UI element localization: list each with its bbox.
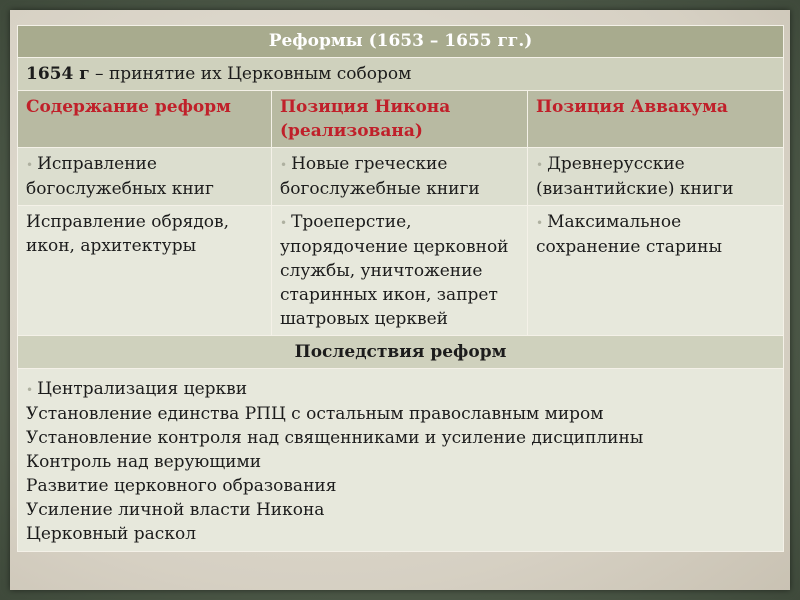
- reforms-table: [17, 25, 784, 552]
- list-item: Церковный раскол: [26, 524, 196, 544]
- cell-text: Новые греческие богослужебные книги: [280, 154, 480, 199]
- table-title: Реформы (1653 – 1655 гг.): [18, 26, 784, 58]
- bullet-icon: •: [280, 158, 288, 172]
- date-row: [18, 58, 784, 91]
- header-nikon: Позиция Никона (реализована): [272, 91, 528, 148]
- consequences-title: Последствия реформ: [18, 336, 784, 369]
- header-content: Содержание реформ: [18, 91, 272, 148]
- date-year: 1654 г: [26, 64, 90, 84]
- list-item: Установление единства РПЦ с остальным православным миром: [26, 404, 604, 424]
- list-item: Развитие церковного образования: [26, 476, 337, 496]
- list-item: Контроль над верующими: [26, 452, 262, 472]
- table-cell: [18, 206, 272, 336]
- date-text: – принятие их Церковным собором: [89, 64, 412, 84]
- bullet-icon: •: [26, 158, 34, 172]
- table-cell: [528, 206, 784, 336]
- bullet-icon: •: [280, 216, 288, 230]
- table-cell: [272, 206, 528, 336]
- table-cell: [528, 148, 784, 206]
- cell-text: Древнерусские (византийские) книги: [536, 154, 734, 199]
- cell-text: Троеперстие, упорядочение церковной службы, уничтожение старинных икон, запрет шатровых церквей: [280, 212, 509, 329]
- list-item: • Централизация церкви: [26, 379, 248, 399]
- header-avvakum: Позиция Аввакума: [528, 91, 784, 148]
- bullet-icon: •: [26, 383, 34, 397]
- list-item: Усиление личной власти Никона: [26, 500, 325, 520]
- consequences-list: [18, 369, 784, 552]
- cell-text: Максимальное сохранение старины: [536, 212, 723, 257]
- table-cell: [272, 148, 528, 206]
- bullet-icon: •: [536, 158, 544, 172]
- list-item: Установление контроля над священниками и усиление дисциплины: [26, 428, 644, 448]
- cell-text: Исправление обрядов, икон, архитектуры: [26, 212, 230, 256]
- bullet-icon: •: [536, 216, 544, 230]
- table-cell: [18, 148, 272, 206]
- cell-text: Исправление богослужебных книг: [26, 154, 214, 199]
